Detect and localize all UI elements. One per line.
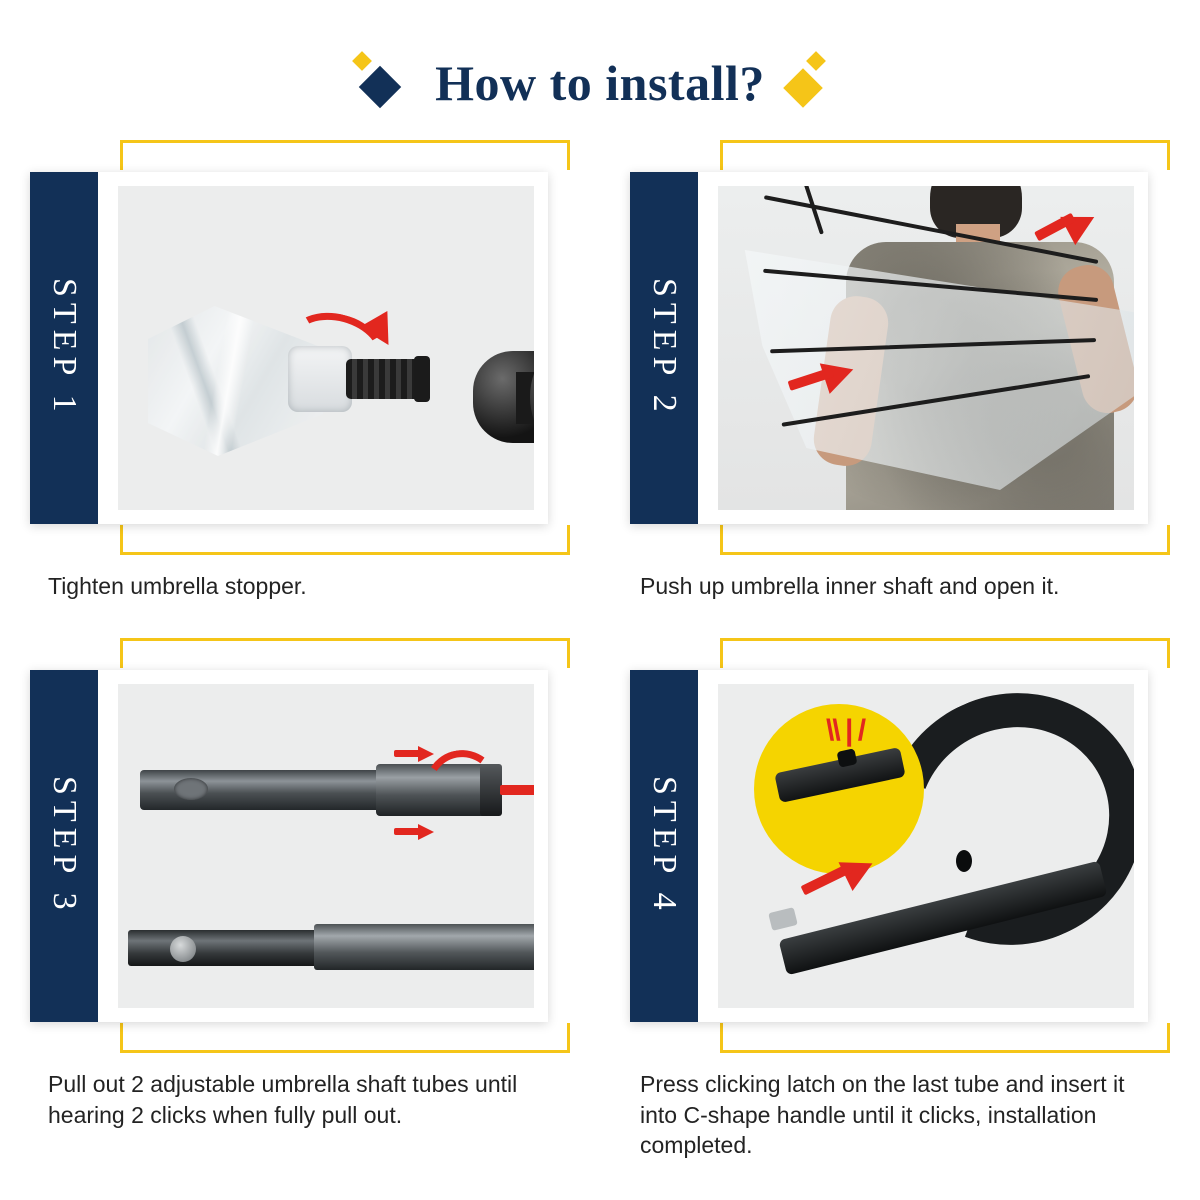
click-spark-icon: \\ | / xyxy=(826,713,865,747)
step-3-frame xyxy=(30,638,570,1053)
step-3-caption: Pull out 2 adjustable umbrella shaft tubes until hearing 2 clicks when fully pull out. xyxy=(48,1070,518,1128)
step-4-frame xyxy=(630,638,1170,1053)
step-4-caption: Press clicking latch on the last tube and insert it into C-shape handle until it clicks, installation completed. xyxy=(640,1070,1125,1159)
step-3-label-bar xyxy=(30,670,98,1022)
step-2-caption: Push up umbrella inner shaft and open it. xyxy=(640,573,1060,599)
steps-grid xyxy=(0,140,1200,1161)
bracket-bottom xyxy=(120,525,570,555)
handle-hole-shape xyxy=(956,850,972,872)
bracket-top xyxy=(120,638,570,668)
step-1-caption: Tighten umbrella stopper. xyxy=(48,573,307,599)
pull-out-arrow-tail xyxy=(500,785,534,795)
step-card-1 xyxy=(0,140,600,602)
step-4-label-bar xyxy=(630,670,698,1022)
step-2-frame xyxy=(630,140,1170,555)
bracket-bottom xyxy=(120,1023,570,1053)
pull-arrow-small-icon xyxy=(418,746,434,762)
small-yellow-diamond-icon xyxy=(352,51,372,71)
step-2-label: STEP 2 xyxy=(646,278,683,418)
step-1-frame xyxy=(30,140,570,555)
diamond-decoration-right xyxy=(783,52,845,114)
step-1-label: STEP 1 xyxy=(46,278,83,418)
bracket-bottom xyxy=(720,525,1170,555)
bracket-top xyxy=(120,140,570,170)
step-card-2 xyxy=(600,140,1200,602)
pull-arrow-small-tail xyxy=(394,750,420,757)
diamond-decoration-left xyxy=(355,52,417,114)
step-card-3 xyxy=(0,638,600,1161)
navy-diamond-icon xyxy=(359,66,401,108)
step-3-photo xyxy=(118,684,534,1008)
bracket-bottom xyxy=(720,1023,1170,1053)
step-4-label: STEP 4 xyxy=(646,776,683,916)
step-1-photo xyxy=(118,186,534,510)
screw-cap-shape xyxy=(414,356,430,402)
step-card-4 xyxy=(600,638,1200,1161)
step-4-card xyxy=(630,670,1148,1022)
pull-arrow-small-tail xyxy=(394,828,420,835)
step-1-label-bar xyxy=(30,172,98,524)
bracket-top xyxy=(720,140,1170,170)
lower-inner-tube-shape xyxy=(128,930,318,966)
page-title: How to install? xyxy=(435,55,765,111)
step-1-card xyxy=(30,172,548,524)
step-4-photo xyxy=(718,684,1134,1008)
small-yellow-diamond-icon xyxy=(806,51,826,71)
bracket-top xyxy=(720,638,1170,668)
step-2-card xyxy=(630,172,1148,524)
step-3-card xyxy=(30,670,548,1022)
tube-screw-shape xyxy=(170,936,196,962)
yellow-diamond-icon xyxy=(783,68,823,108)
steps-row-1 xyxy=(0,140,1200,602)
tube-tip-shape xyxy=(768,907,798,931)
step-2-photo xyxy=(718,186,1134,510)
pull-arrow-small-icon xyxy=(418,824,434,840)
steps-row-2 xyxy=(0,638,1200,1161)
lower-outer-tube-shape xyxy=(314,924,534,970)
tube-button-hole-shape xyxy=(174,778,208,800)
step-3-label: STEP 3 xyxy=(46,776,83,916)
page-title-row xyxy=(0,48,1200,118)
step-2-label-bar xyxy=(630,172,698,524)
